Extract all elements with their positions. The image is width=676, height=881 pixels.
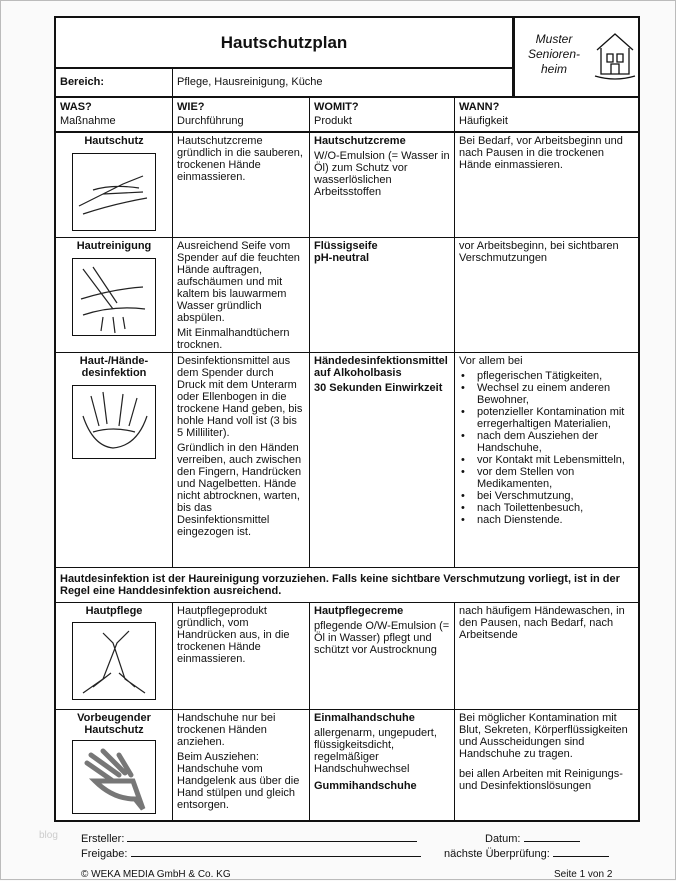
row-hautpflege-wann: nach häufigem Händewaschen, in den Pausen, nach Bedarf, nach Arbeitsende (455, 603, 638, 710)
list-item: • vor Kontakt mit Lebensmitteln, (459, 454, 636, 466)
list-item: • nach Dienstende. (459, 514, 636, 526)
row-hautpflege-womit: Hautpflegecreme pflegende O/W-Emulsion (= Öl in Wasser) pflegt und schützt vor Austrocknung (310, 603, 455, 710)
row-hautreinigung-was: Hautreinigung (56, 238, 173, 353)
freigabe-line[interactable] (131, 847, 421, 857)
list-item: • nach dem Ausziehen der Handschuhe, (459, 430, 636, 454)
list-item: • bei Verschmutzung, (459, 490, 636, 502)
logo-line: heim (540, 62, 567, 76)
logo (513, 18, 638, 98)
row-hautschutz-wie: Hautschutzcreme gründlich in die sauberen, trockenen Hände einmassieren. (173, 133, 310, 238)
ersteller-field[interactable] (81, 832, 417, 846)
freigabe-label: Freigabe: (81, 848, 128, 860)
hautschutzplan-table (54, 16, 640, 822)
row-vorbeugend-wann: Bei möglicher Kontamination mit Blut, Sekreten, Körperflüssigkeiten und Ausscheidungen sind Handschuhe zu tragen. bei allen Arbeiten mit Reinigungs- und Desinfektionslösungen (459, 712, 628, 792)
list-item: • nach Toilettenbesuch, (459, 502, 636, 514)
bereich-value: Pflege, Hausreinigung, Küche (173, 69, 513, 98)
datum-label: Datum: (485, 833, 521, 845)
house-icon (593, 28, 637, 84)
datum-field[interactable] (485, 832, 580, 846)
ersteller-label: Ersteller: (81, 833, 125, 845)
hand-cream-illustration (72, 153, 156, 231)
page-title: Hautschutzplan (56, 18, 513, 69)
glove-illustration (72, 740, 156, 814)
occasion-list (459, 370, 636, 526)
pruefung-field[interactable] (444, 847, 609, 861)
note: Hautdesinfektion ist der Haureinigung vorzuziehen. Falls keine sichtbare Verschmutzung vorliegt, ist in der Regel eine Handdesinfektion ausreichend. (56, 568, 638, 603)
row-hautreinigung-wann: vor Arbeitsbeginn, bei sichtbaren Verschmutzungen (455, 238, 638, 353)
pruefung-label: nächste Überprüfung: (444, 848, 550, 860)
row-vorbeugend-was: Vorbeugender Hautschutz (56, 710, 173, 820)
row-hautschutz-womit: Hautschutzcreme W/O-Emulsion (= Wasser in Öl) zum Schutz vor wasserlöslichen Arbeitsstoffen (310, 133, 455, 238)
list-item: • potenzieller Kontamination mit erregerhaltigen Materialien, (459, 406, 636, 430)
row-hautschutz-was: Hautschutz (56, 133, 173, 238)
hand-washing-illustration (72, 258, 156, 336)
row-hautreinigung-womit: Flüssigseife pH-neutral (310, 238, 455, 353)
hand-disinfection-illustration (72, 385, 156, 459)
hand-care-illustration (72, 622, 156, 700)
row-vorbeugend-womit: Einmalhandschuhe allergenarm, ungepudert, flüssigkeitsdicht, regelmäßiger Handschuhwechsel Gummihandschuhe (310, 710, 455, 820)
header-was: WAS? Maßnahme (56, 98, 173, 133)
row-hautpflege-wie: Hautpflegeprodukt gründlich, vom Handrücken aus, in die trockenen Hände einmassieren. (173, 603, 310, 710)
row-desinfektion-was: Haut-/Hände-desinfektion (56, 353, 173, 568)
freigabe-field[interactable] (81, 847, 421, 861)
datum-line[interactable] (524, 832, 580, 842)
row-hautreinigung-wie: Ausreichend Seife vom Spender auf die feuchten Hände auftragen, aufschäumen und mit kaltem bis lauwarmem Wasser gründlich abspülen. Mit Einmalhandtüchern trocknen. (173, 238, 310, 353)
list-item: • Wechsel zu einem anderen Bewohner, (459, 382, 636, 406)
header-womit: WOMIT? Produkt (310, 98, 455, 133)
row-hautpflege-was: Hautpflege (56, 603, 173, 710)
header-wann: WANN? Häufigkeit (455, 98, 638, 133)
ersteller-line[interactable] (127, 832, 417, 842)
list-item: • pflegerischen Tätigkeiten, (459, 370, 636, 382)
list-item: • vor dem Stellen von Medikamenten, (459, 466, 636, 490)
bereich-label: Bereich: (56, 69, 173, 98)
row-vorbeugend-wie: Handschuhe nur bei trockenen Händen anziehen. Beim Ausziehen: Handschuhe vom Handgelenk aus über die Hand stülpen und gleich entsorgen. (173, 710, 310, 820)
logo-line: Muster (535, 32, 573, 46)
header-wie: WIE? Durchführung (173, 98, 310, 133)
row-desinfektion-wie: Desinfektionsmittel aus dem Spender durch Druck mit dem Unterarm oder Ellenbogen in die trockene Hand geben, bis hohle Hand voll ist (3 bis 5 Milliliter). Gründlich in den Händen verreiben, auch zwischen den Fingern, Handrücken und Nagelbetten. Hände nicht abtrocknen, warten, bis das Desinfektionsmittel eingezogen ist. (173, 353, 310, 568)
watermark: blog (39, 830, 58, 841)
page-number: Seite 1 von 2 (554, 869, 613, 880)
copyright: © WEKA MEDIA GmbH & Co. KG (81, 869, 231, 880)
row-desinfektion-womit: Händedesinfektionsmittel auf Alkoholbasis 30 Sekunden Einwirkzeit (310, 353, 455, 568)
row-desinfektion-wann: Vor allem bei • pflegerischen Tätigkeiten, • Wechsel zu einem anderen Bewohner, • potenzieller Kontamination mit erregerhaltigen Materialien, • nach dem Ausziehen der Handschuhe, • vor Kontakt mit Lebensmitteln, • vor dem Stellen von Medikamenten, • bei Verschmutzung, • nach Toilettenbesuch, • nach Dienstende. (455, 353, 638, 568)
logo-line: Senioren- (527, 47, 581, 61)
row-hautschutz-wann: Bei Bedarf, vor Arbeitsbeginn und nach Pausen in die trockenen Hände einmassieren. (455, 133, 638, 238)
pruefung-line[interactable] (553, 847, 609, 857)
